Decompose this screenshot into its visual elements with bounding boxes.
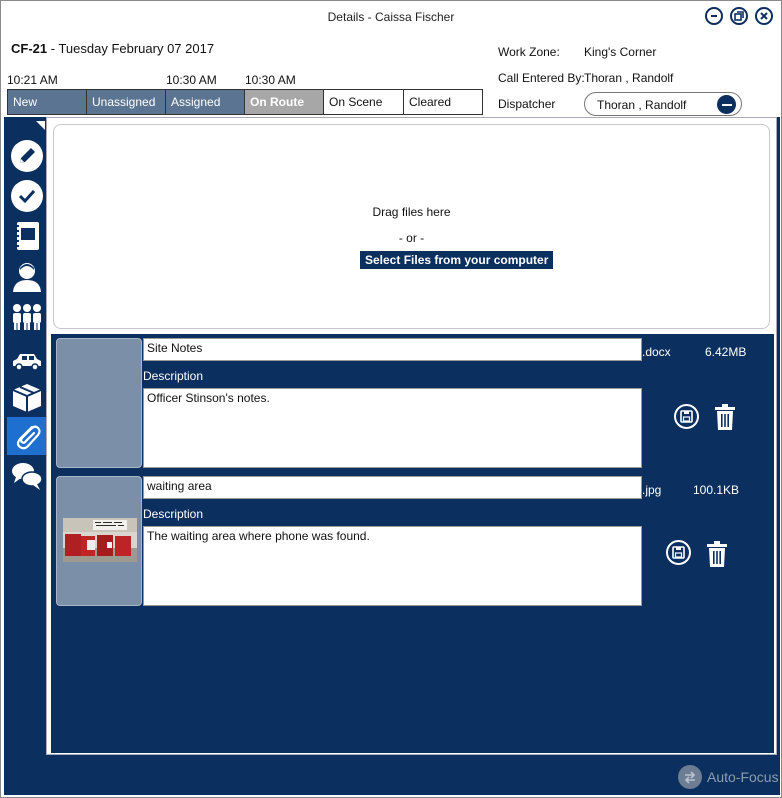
delete-file-button[interactable] <box>714 404 736 430</box>
pencil-icon <box>10 139 44 173</box>
close-button[interactable] <box>755 7 773 25</box>
sidebar-item-person[interactable] <box>7 257 47 295</box>
file-extension: .docx <box>642 345 671 359</box>
description-textarea[interactable]: The waiting area where phone was found. <box>143 526 642 606</box>
save-file-button[interactable] <box>666 540 691 565</box>
chat-icon <box>10 459 44 493</box>
person-icon <box>10 259 44 293</box>
status-progress-bar <box>7 89 483 115</box>
time-assigned: 10:30 AM <box>166 73 217 87</box>
auto-focus-label: Auto-Focus <box>707 769 779 785</box>
call-id: CF-21 <box>11 41 48 56</box>
file-list <box>51 334 774 753</box>
restore-icon <box>733 10 745 22</box>
call-date: Tuesday February 07 2017 <box>58 41 215 56</box>
work-zone-value: King's Corner <box>584 45 657 59</box>
save-icon <box>680 410 693 423</box>
sidebar <box>4 117 46 753</box>
notebook-icon <box>10 219 44 253</box>
attachments-panel <box>46 117 777 755</box>
file-item <box>51 334 774 468</box>
car-icon <box>10 344 44 378</box>
or-text: - or - <box>398 231 425 245</box>
work-zone-label: Work Zone: <box>498 45 560 59</box>
chevron-down-icon[interactable] <box>717 95 736 114</box>
file-size: 6.42MB <box>705 345 747 359</box>
save-icon <box>672 546 685 559</box>
file-name-input[interactable]: waiting area <box>143 476 642 499</box>
sidebar-item-group[interactable] <box>7 297 47 335</box>
minimize-icon <box>708 10 720 22</box>
minimize-button[interactable] <box>705 7 723 25</box>
description-label: Description <box>143 507 204 521</box>
sidebar-corner-indicator <box>36 121 45 130</box>
entered-by-value: Thoran , Randolf <box>584 71 674 85</box>
entered-by-label: Call Entered By: <box>498 71 585 85</box>
file-thumbnail <box>56 338 142 468</box>
close-icon <box>758 10 770 22</box>
sidebar-item-notes[interactable] <box>7 217 47 255</box>
sidebar-item-edit[interactable] <box>7 137 47 175</box>
call-heading <box>11 41 214 56</box>
time-new: 10:21 AM <box>7 73 58 87</box>
box-icon <box>10 381 44 415</box>
dispatcher-value: Thoran , Randolf <box>597 98 687 112</box>
save-file-button[interactable] <box>674 404 699 429</box>
sidebar-item-attachments[interactable] <box>7 417 47 455</box>
file-drop-zone[interactable] <box>53 124 770 329</box>
paperclip-icon <box>10 419 44 453</box>
auto-focus-toggle[interactable] <box>678 764 779 790</box>
sidebar-item-messages[interactable] <box>7 457 47 495</box>
swap-arrows-icon <box>678 765 702 789</box>
dispatcher-label: Dispatcher <box>498 97 556 111</box>
window-title: Details - Caissa Fischer <box>327 10 455 24</box>
description-label: Description <box>143 369 204 383</box>
select-files-button[interactable]: Select Files from your computer <box>360 251 553 269</box>
delete-file-button[interactable] <box>706 541 728 567</box>
dispatcher-dropdown[interactable] <box>584 92 742 116</box>
checkmark-icon <box>10 179 44 213</box>
file-item <box>51 472 774 606</box>
status-on-route[interactable]: On Route <box>245 90 324 114</box>
file-size: 100.1KB <box>693 483 740 497</box>
waiting-area-photo <box>63 518 137 562</box>
group-icon <box>10 299 44 333</box>
title-bar <box>1 1 781 33</box>
status-on-scene[interactable]: On Scene <box>324 90 404 114</box>
file-thumbnail <box>56 476 142 606</box>
restore-button[interactable] <box>730 7 748 25</box>
sidebar-item-property[interactable] <box>7 379 47 417</box>
drag-files-text: Drag files here <box>372 205 451 219</box>
status-unassigned[interactable]: Unassigned <box>87 90 166 114</box>
status-new[interactable]: New <box>8 90 87 114</box>
file-name-input[interactable]: Site Notes <box>143 338 642 361</box>
description-textarea[interactable]: Officer Stinson's notes. <box>143 388 642 468</box>
status-cleared[interactable]: Cleared <box>404 90 482 114</box>
time-on-route: 10:30 AM <box>245 73 296 87</box>
sidebar-item-complete[interactable] <box>7 177 47 215</box>
status-assigned[interactable]: Assigned <box>166 90 245 114</box>
file-extension: .jpg <box>642 483 662 497</box>
sidebar-item-vehicle[interactable] <box>7 342 47 380</box>
call-separator: - <box>47 41 59 56</box>
